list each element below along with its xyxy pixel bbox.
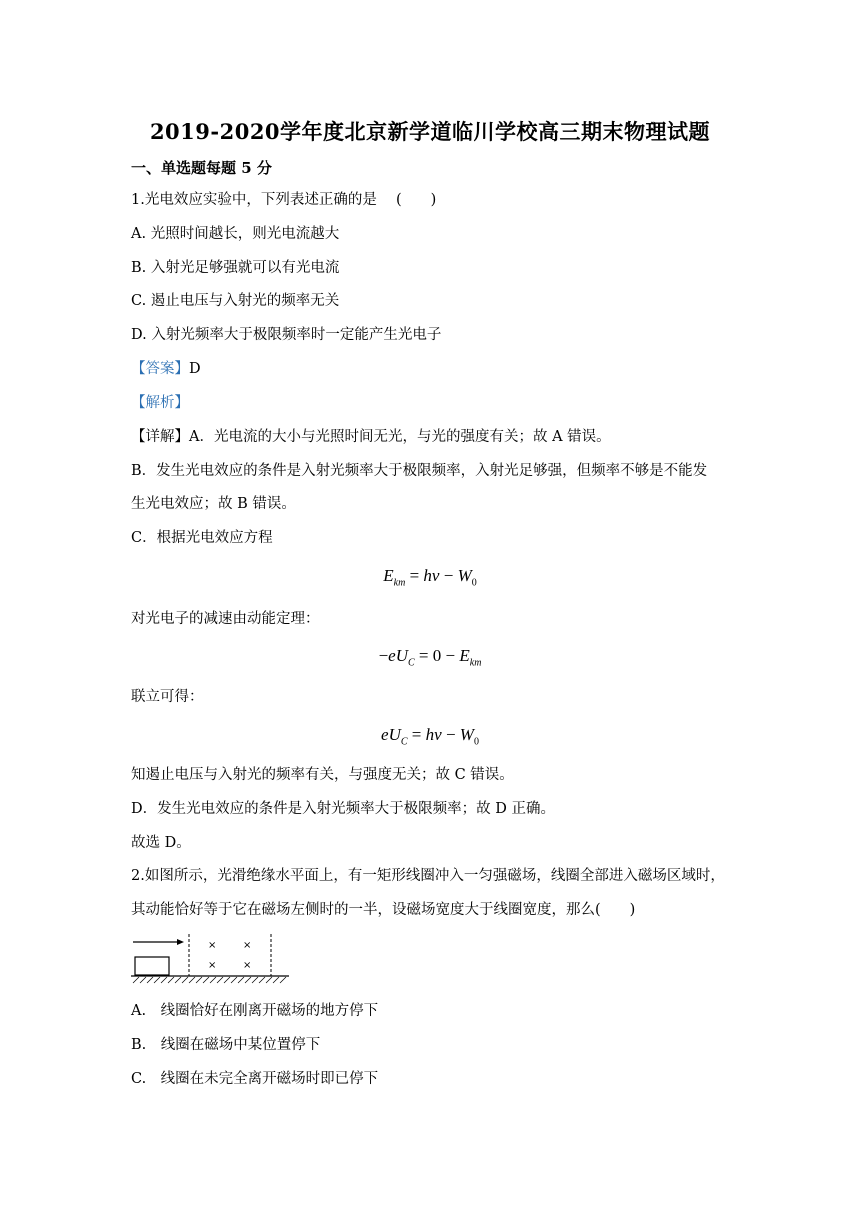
q2-option-a: A. 线圈恰好在刚离开磁场的地方停下 xyxy=(131,1003,379,1019)
answer-tag: 【答案】 xyxy=(131,361,189,377)
q2-stem-line-2: 其动能恰好等于它在磁场左侧时的一半，设磁场宽度大于线圈宽度，那么( ) xyxy=(131,902,636,918)
magnetic-field-figure xyxy=(131,930,291,985)
detail-line-1: 【详解】A．光电流的大小与光照时间无光，与光的强度有关；故 A 错误。 xyxy=(131,429,611,445)
answer-value: D xyxy=(189,361,201,377)
document-title: 2019-2020学年度北京新学道临川学校高三期末物理试题 xyxy=(149,119,711,144)
q1-option-d: D. 入射光频率大于极限频率时一定能产生光电子 xyxy=(131,327,442,343)
q1-option-b: B. 入射光足够强就可以有光电流 xyxy=(131,260,340,276)
equation-kinetic-energy: $-eU_C = 0 - E_{km}$ xyxy=(378,646,482,669)
q2-stem-line-1: 2.如图所示，光滑绝缘水平面上，有一矩形线圈冲入一匀强磁场，线圈全部进入磁场区域时， xyxy=(131,868,725,884)
svg-text:×: × xyxy=(243,940,252,951)
equation-photoelectric: $E_{km} = h\nu - W_0$ xyxy=(383,566,477,589)
detail-line-2: B．发生光电效应的条件是入射光频率大于极限频率，入射光足够强，但频率不够是不能发 xyxy=(131,463,708,479)
magnetic-field-crosses xyxy=(208,940,251,971)
q2-option-c: C. 线圈在未完全离开磁场时即已停下 xyxy=(131,1071,379,1087)
detail-line-3: 生光电效应；故 B 错误。 xyxy=(131,496,296,512)
svg-text:×: × xyxy=(243,960,252,971)
equation-stopping-voltage: $eU_C = h\nu - W_0$ xyxy=(381,725,479,748)
section-heading: 一、单选题每题 5 分 xyxy=(131,159,272,177)
analysis-tag: 【解析】 xyxy=(131,395,189,411)
coil-rectangle xyxy=(135,957,169,975)
q1-stem: 1.光电效应实验中，下列表述正确的是 ( ) xyxy=(131,192,437,208)
detail-line-4: C．根据光电效应方程 xyxy=(131,530,273,546)
detail-line-8: D．发生光电效应的条件是入射光频率大于极限频率；故 D 正确。 xyxy=(131,801,555,817)
svg-text:×: × xyxy=(208,940,217,951)
detail-line-7: 知遏止电压与入射光的频率有关，与强度无关；故 C 错误。 xyxy=(131,767,514,783)
arrow-head xyxy=(177,939,184,945)
detail-line-5: 对光电子的减速由动能定理： xyxy=(131,611,320,627)
detail-line-6: 联立可得： xyxy=(131,689,204,705)
svg-text:×: × xyxy=(208,960,217,971)
q1-option-a: A. 光照时间越长，则光电流越大 xyxy=(131,226,340,242)
detail-line-9: 故选 D。 xyxy=(131,835,191,851)
q1-option-c: C. 遏止电压与入射光的频率无关 xyxy=(131,293,340,309)
q1-answer-line xyxy=(131,359,201,379)
ground-hatching xyxy=(133,977,286,983)
q2-option-b: B. 线圈在磁场中某位置停下 xyxy=(131,1037,321,1053)
